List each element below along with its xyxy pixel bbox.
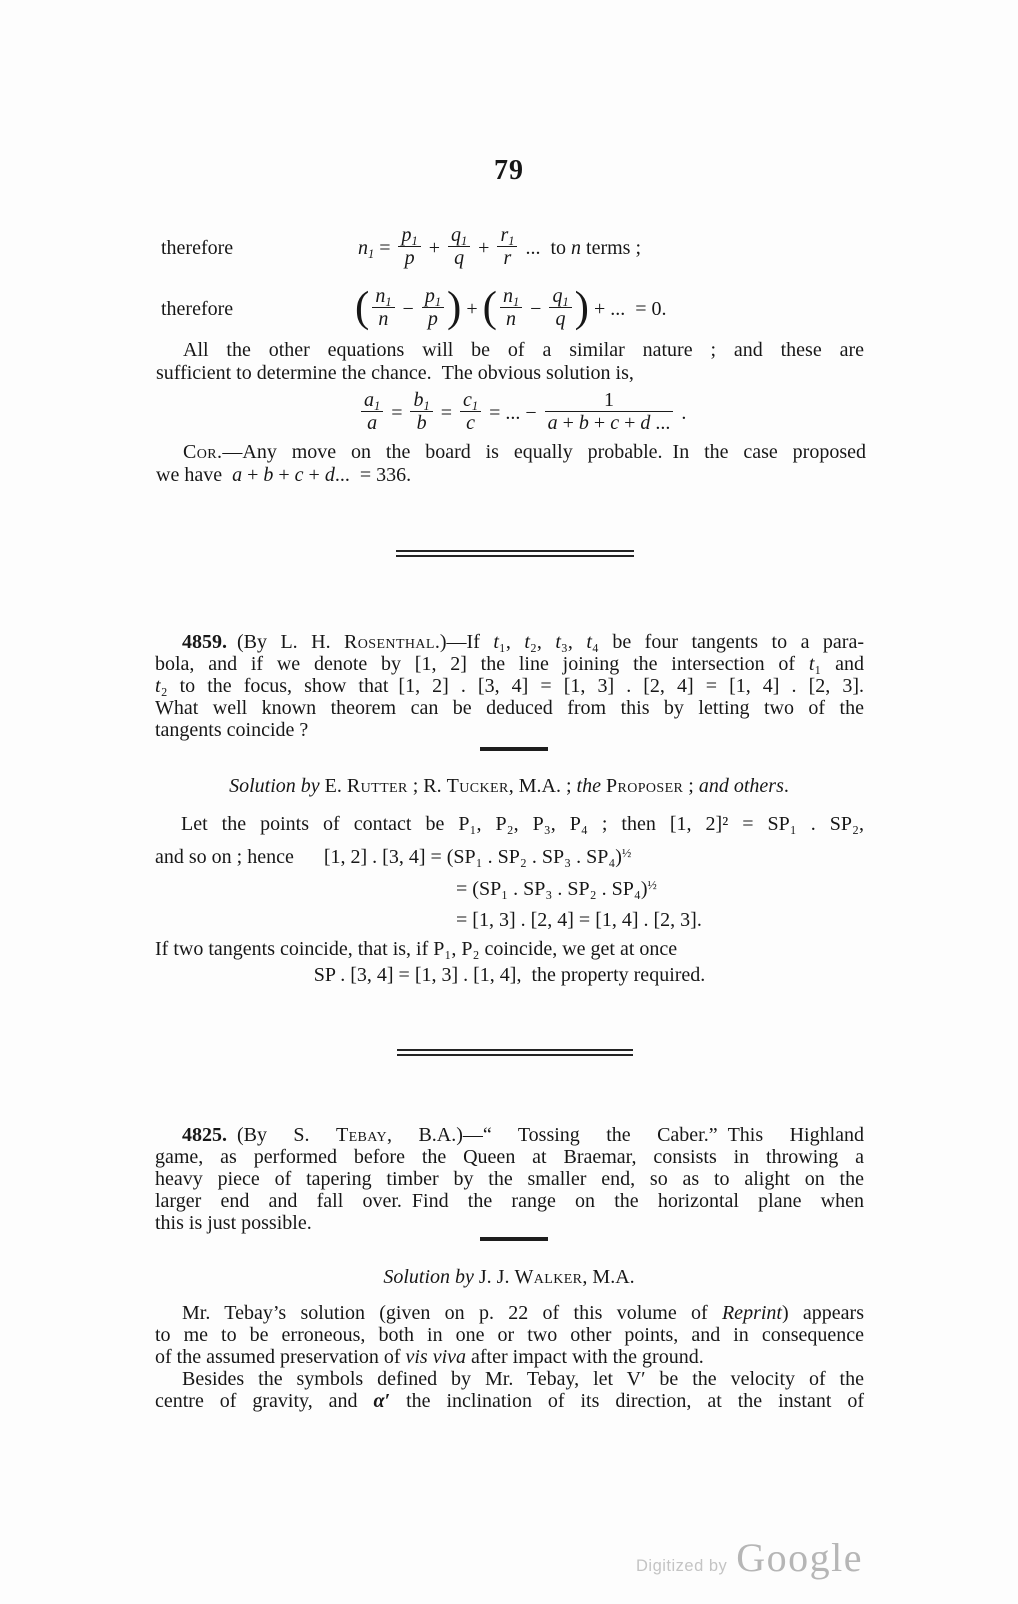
equation-sum-zero: ( $\frac{n_1}{n}$ − $\frac{p_1}{p}$ ) + ( $\frac{n_1}{n}$ − $\frac{q_1}{q}$ ) + ... = 0.: [355, 283, 667, 331]
fraction: $\frac{1}{a + b + c + d ...}$: [545, 390, 674, 433]
therefore-label: therefore: [161, 237, 234, 259]
text-line: heavy piece of tapering timber by the smaller end, so as to alight on the: [155, 1168, 864, 1190]
problem-4825-statement: [155, 1124, 864, 1234]
equation-n-terms: $n_1$ = $\frac{p_1}{p}$ + $\frac{q_1}{q}$ + $\frac{r_1}{r}$ ... to n terms ;: [358, 223, 642, 269]
walker-paragraph-1: [155, 1302, 864, 1368]
text-line: Cor.—Any move on the board is equally probable. In the case proposed: [183, 441, 866, 463]
text-line: What well known theorem can be deduced from this by letting two of the: [155, 697, 864, 719]
digitized-by-label: Digitized by: [636, 1557, 728, 1575]
text-line: this is just possible.: [155, 1212, 312, 1234]
double-rule-divider: [397, 1049, 633, 1056]
equation-ratio-solution: $\frac{a_1}{a}$ = $\frac{b_1}{b}$ = $\frac{c_1}{c}$ = ... − $\frac{1}{a + b + c + d ...}$ .: [358, 386, 686, 440]
solution-4859-body: [155, 812, 864, 987]
fraction: $\frac{r_1}{r}$: [497, 225, 517, 268]
text-line: 4859. (By L. H. Rosenthal.)—If t₁, t₂, t₃, t₄ be four tangents to a para-: [182, 631, 864, 653]
text-line: to me to be erroneous, both in one or two other points, and in consequence: [155, 1324, 864, 1346]
paragraph-corollary: [156, 441, 866, 486]
text-line: we have a + b + c + d... = 336.: [156, 463, 412, 486]
therefore-label: therefore: [161, 298, 234, 320]
solution-line-coincide: If two tangents coincide, that is, if P₁, P₂ coincide, we get at once: [155, 938, 678, 960]
fraction: $\frac{q_1}{q}$: [448, 225, 470, 268]
problem-4859-statement: [155, 631, 864, 741]
solution-line-equation-2: = (SP₁ . SP₃ . SP₂ . SP₄)$^{\frac{1}{2}}$: [456, 877, 657, 900]
solution-line-result: SP . [3, 4] = [1, 3] . [1, 4], the property required.: [313, 964, 706, 986]
google-logo: Google: [736, 1535, 864, 1580]
text-line: larger end and fall over. Find the range on the horizontal plane when: [155, 1190, 864, 1212]
solution-line-hence: and so on ; hence [1, 2] . [3, 4] = (SP₁ . SP₂ . SP₃ . SP₄)$^{\frac{1}{2}}$: [155, 845, 632, 868]
text-line: t₂ to the focus, show that [1, 2] . [3, 4] = [1, 3] . [2, 4] = [1, 4] . [2, 3].: [155, 675, 864, 697]
fraction: $\frac{c_1}{c}$: [460, 390, 481, 433]
page-number: 79: [494, 155, 524, 186]
text-line: game, as performed before the Queen at Braemar, consists in throwing a: [155, 1146, 864, 1168]
paragraph-similar-nature: [156, 339, 864, 384]
text-line: All the other equations will be of a similar nature ; and these are: [183, 339, 864, 361]
short-rule-divider: [480, 747, 548, 751]
text-line: sufficient to determine the chance. The obvious solution is,: [156, 361, 634, 384]
solution-4859-byline: Solution by E. Rutter ; R. Tucker, M.A. ; the Proposer ; and others.: [229, 775, 789, 797]
text-line: tangents coincide ?: [155, 719, 309, 741]
fraction: $\frac{n_1}{n}$: [500, 286, 522, 329]
fraction: $\frac{b_1}{b}$: [410, 390, 432, 433]
solution-line-contact: Let the points of contact be P₁, P₂, P₃, P₄ ; then [1, 2]² = SP₁ . SP₂,: [181, 813, 864, 835]
fraction: $\frac{q_1}{q}$: [549, 286, 571, 329]
fraction: $\frac{a_1}{a}$: [361, 390, 383, 433]
text-line: bola, and if we denote by [1, 2] the line joining the intersection of t₁ and: [155, 653, 864, 675]
solution-4825-byline: Solution by J. J. Walker, M.A.: [383, 1266, 635, 1288]
fraction: $\frac{p_1}{p}$: [422, 286, 444, 329]
fraction: $\frac{n_1}{n}$: [372, 286, 394, 329]
therefore-row-2: [155, 278, 864, 340]
therefore-row-1: [155, 220, 864, 278]
google-watermark: [636, 1534, 863, 1581]
double-rule-divider: [396, 550, 634, 557]
walker-paragraph-2: [155, 1368, 864, 1412]
short-rule-divider: [480, 1237, 548, 1241]
fraction: $\frac{p_1}{p}$: [398, 225, 420, 268]
text-line: centre of gravity, and α′ the inclination of its direction, at the instant of: [155, 1390, 864, 1412]
text-line: 4825. (By S. Tebay, B.A.)—“ Tossing the Caber.” This Highland: [182, 1124, 865, 1146]
solution-line-equation-3: = [1, 3] . [2, 4] = [1, 4] . [2, 3].: [456, 909, 702, 931]
text-line: of the assumed preservation of vis viva after impact with the ground.: [155, 1346, 704, 1368]
text-line: Besides the symbols defined by Mr. Tebay, let V′ be the velocity of the: [182, 1368, 864, 1390]
text-line: Mr. Tebay’s solution (given on p. 22 of this volume of Reprint) appears: [182, 1302, 865, 1324]
